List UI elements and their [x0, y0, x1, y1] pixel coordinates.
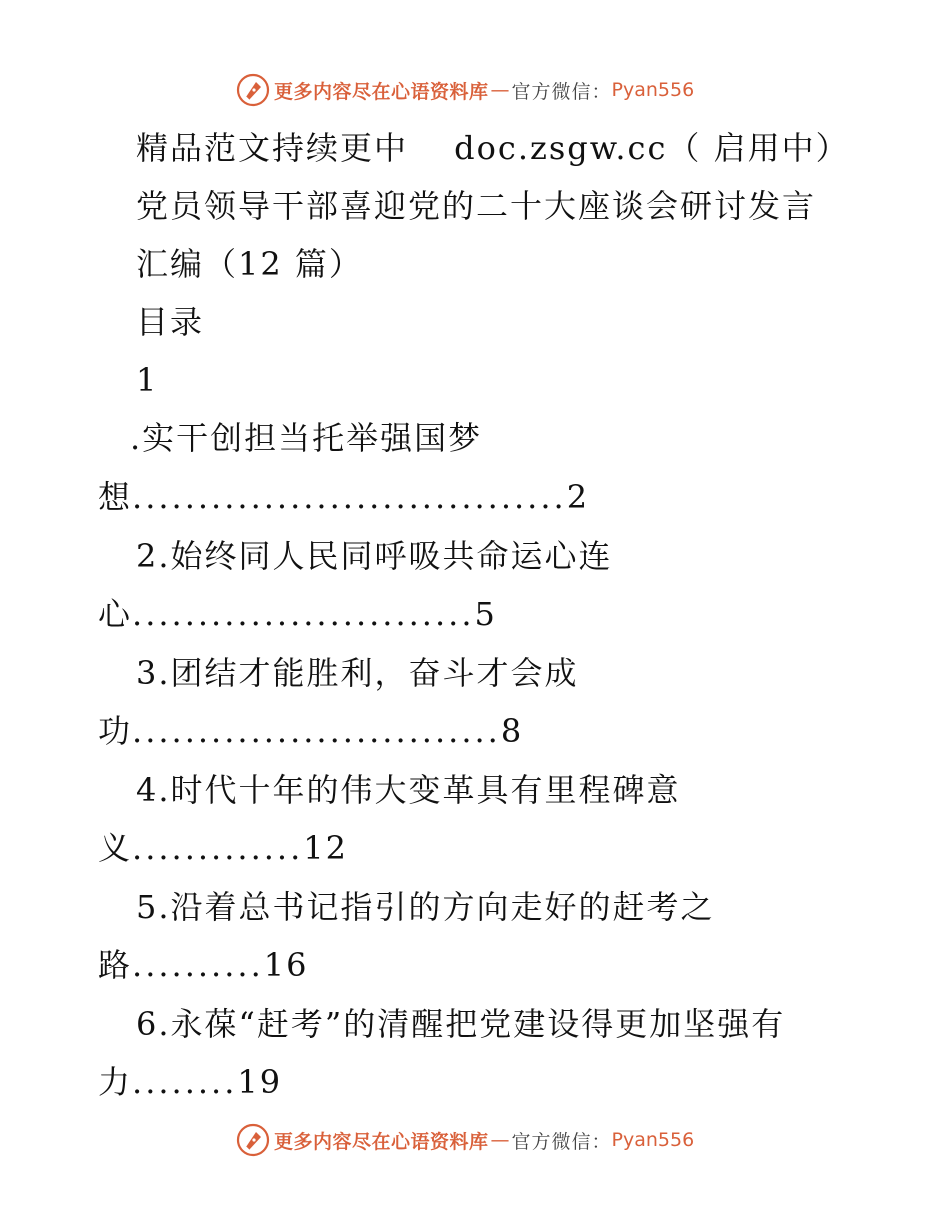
- toc-item-leader: [98, 477, 589, 517]
- banner-text: 更多内容尽在心语资料库: [274, 1130, 489, 1153]
- toc-dot-leader: .................................: [132, 478, 567, 516]
- toc-heading: 目录: [136, 303, 205, 341]
- banner-wechat-id: Pyan556: [611, 79, 695, 101]
- toc-item-number: 2.: [136, 537, 171, 575]
- toc-item-number: 3.: [136, 654, 171, 692]
- toc-item-title-text: 团结才能胜利，奋斗才会成: [170, 654, 579, 692]
- toc-item-title: .实干创担当托举强国梦: [130, 419, 483, 457]
- banner-label: 官方微信：: [511, 80, 612, 103]
- site-notice: 精品范文持续更中 doc.zsgw.cc（ 启用中）: [136, 129, 850, 167]
- banner-dash: —: [490, 79, 510, 101]
- toc-page-number: 8: [500, 712, 524, 750]
- banner-label: 官方微信：: [511, 1130, 612, 1153]
- toc-item-title: [136, 887, 715, 927]
- toc-page-number: 12: [303, 829, 348, 867]
- toc-item-title-tail: 想: [98, 478, 133, 516]
- footer-banner: [236, 1122, 694, 1158]
- toc-dot-leader: ..........: [132, 946, 264, 984]
- toc-page-number: 5: [474, 595, 497, 633]
- toc-item-leader: [98, 945, 308, 985]
- toc-item-title-text: 沿着总书记指引的方向走好的赶考之: [170, 888, 715, 926]
- doc-title-line-1: 党员领导干部喜迎党的二十大座谈会研讨发言: [136, 187, 817, 225]
- toc-page-number: 19: [237, 1063, 283, 1101]
- pen-nib-circle-icon: [236, 1123, 270, 1157]
- toc-dot-leader: .............: [132, 829, 304, 867]
- toc-item-title: [136, 1004, 785, 1044]
- toc-item-title-tail: 路: [98, 946, 133, 984]
- toc-item-leader: [98, 594, 497, 634]
- toc-dot-leader: ........: [132, 1063, 238, 1101]
- header-banner: [236, 72, 694, 108]
- toc-dot-leader: ..........................: [132, 595, 475, 633]
- toc-page-number: 2: [566, 478, 590, 516]
- toc-item-title-tail: 功: [98, 712, 133, 750]
- toc-item-title-text: 永葆“赶考”的清醒把党建设得更加坚强有: [170, 1005, 786, 1043]
- banner-text: 更多内容尽在心语资料库: [274, 80, 489, 103]
- banner-wechat-id: Pyan556: [611, 1129, 695, 1151]
- toc-item-leader: [98, 828, 348, 868]
- toc-item-title-tail: 心: [98, 595, 133, 633]
- toc-item-title: [136, 770, 681, 810]
- toc-item-title-text: 始终同人民同呼吸共命运心连: [170, 537, 613, 575]
- toc-item-number: 5.: [136, 888, 171, 926]
- toc-item-title: [136, 653, 579, 693]
- toc-item-number: 4.: [136, 771, 171, 809]
- doc-title-line-2: 汇编（12 篇）: [136, 245, 363, 283]
- toc-item-number: 1: [136, 361, 159, 399]
- toc-item-title: [136, 536, 613, 576]
- banner-dash: —: [490, 1129, 510, 1151]
- toc-page-number: 16: [263, 946, 309, 984]
- toc-item-title-text: 时代十年的伟大变革具有里程碑意: [170, 771, 681, 809]
- toc-item-title-tail: 力: [98, 1063, 133, 1101]
- toc-item-title-tail: 义: [98, 829, 133, 867]
- toc-item-leader: [98, 1062, 282, 1102]
- toc-item-number: 6.: [136, 1005, 171, 1043]
- toc-dot-leader: ............................: [132, 712, 501, 750]
- toc-item-leader: [98, 711, 523, 751]
- pen-nib-circle-icon: [236, 73, 270, 107]
